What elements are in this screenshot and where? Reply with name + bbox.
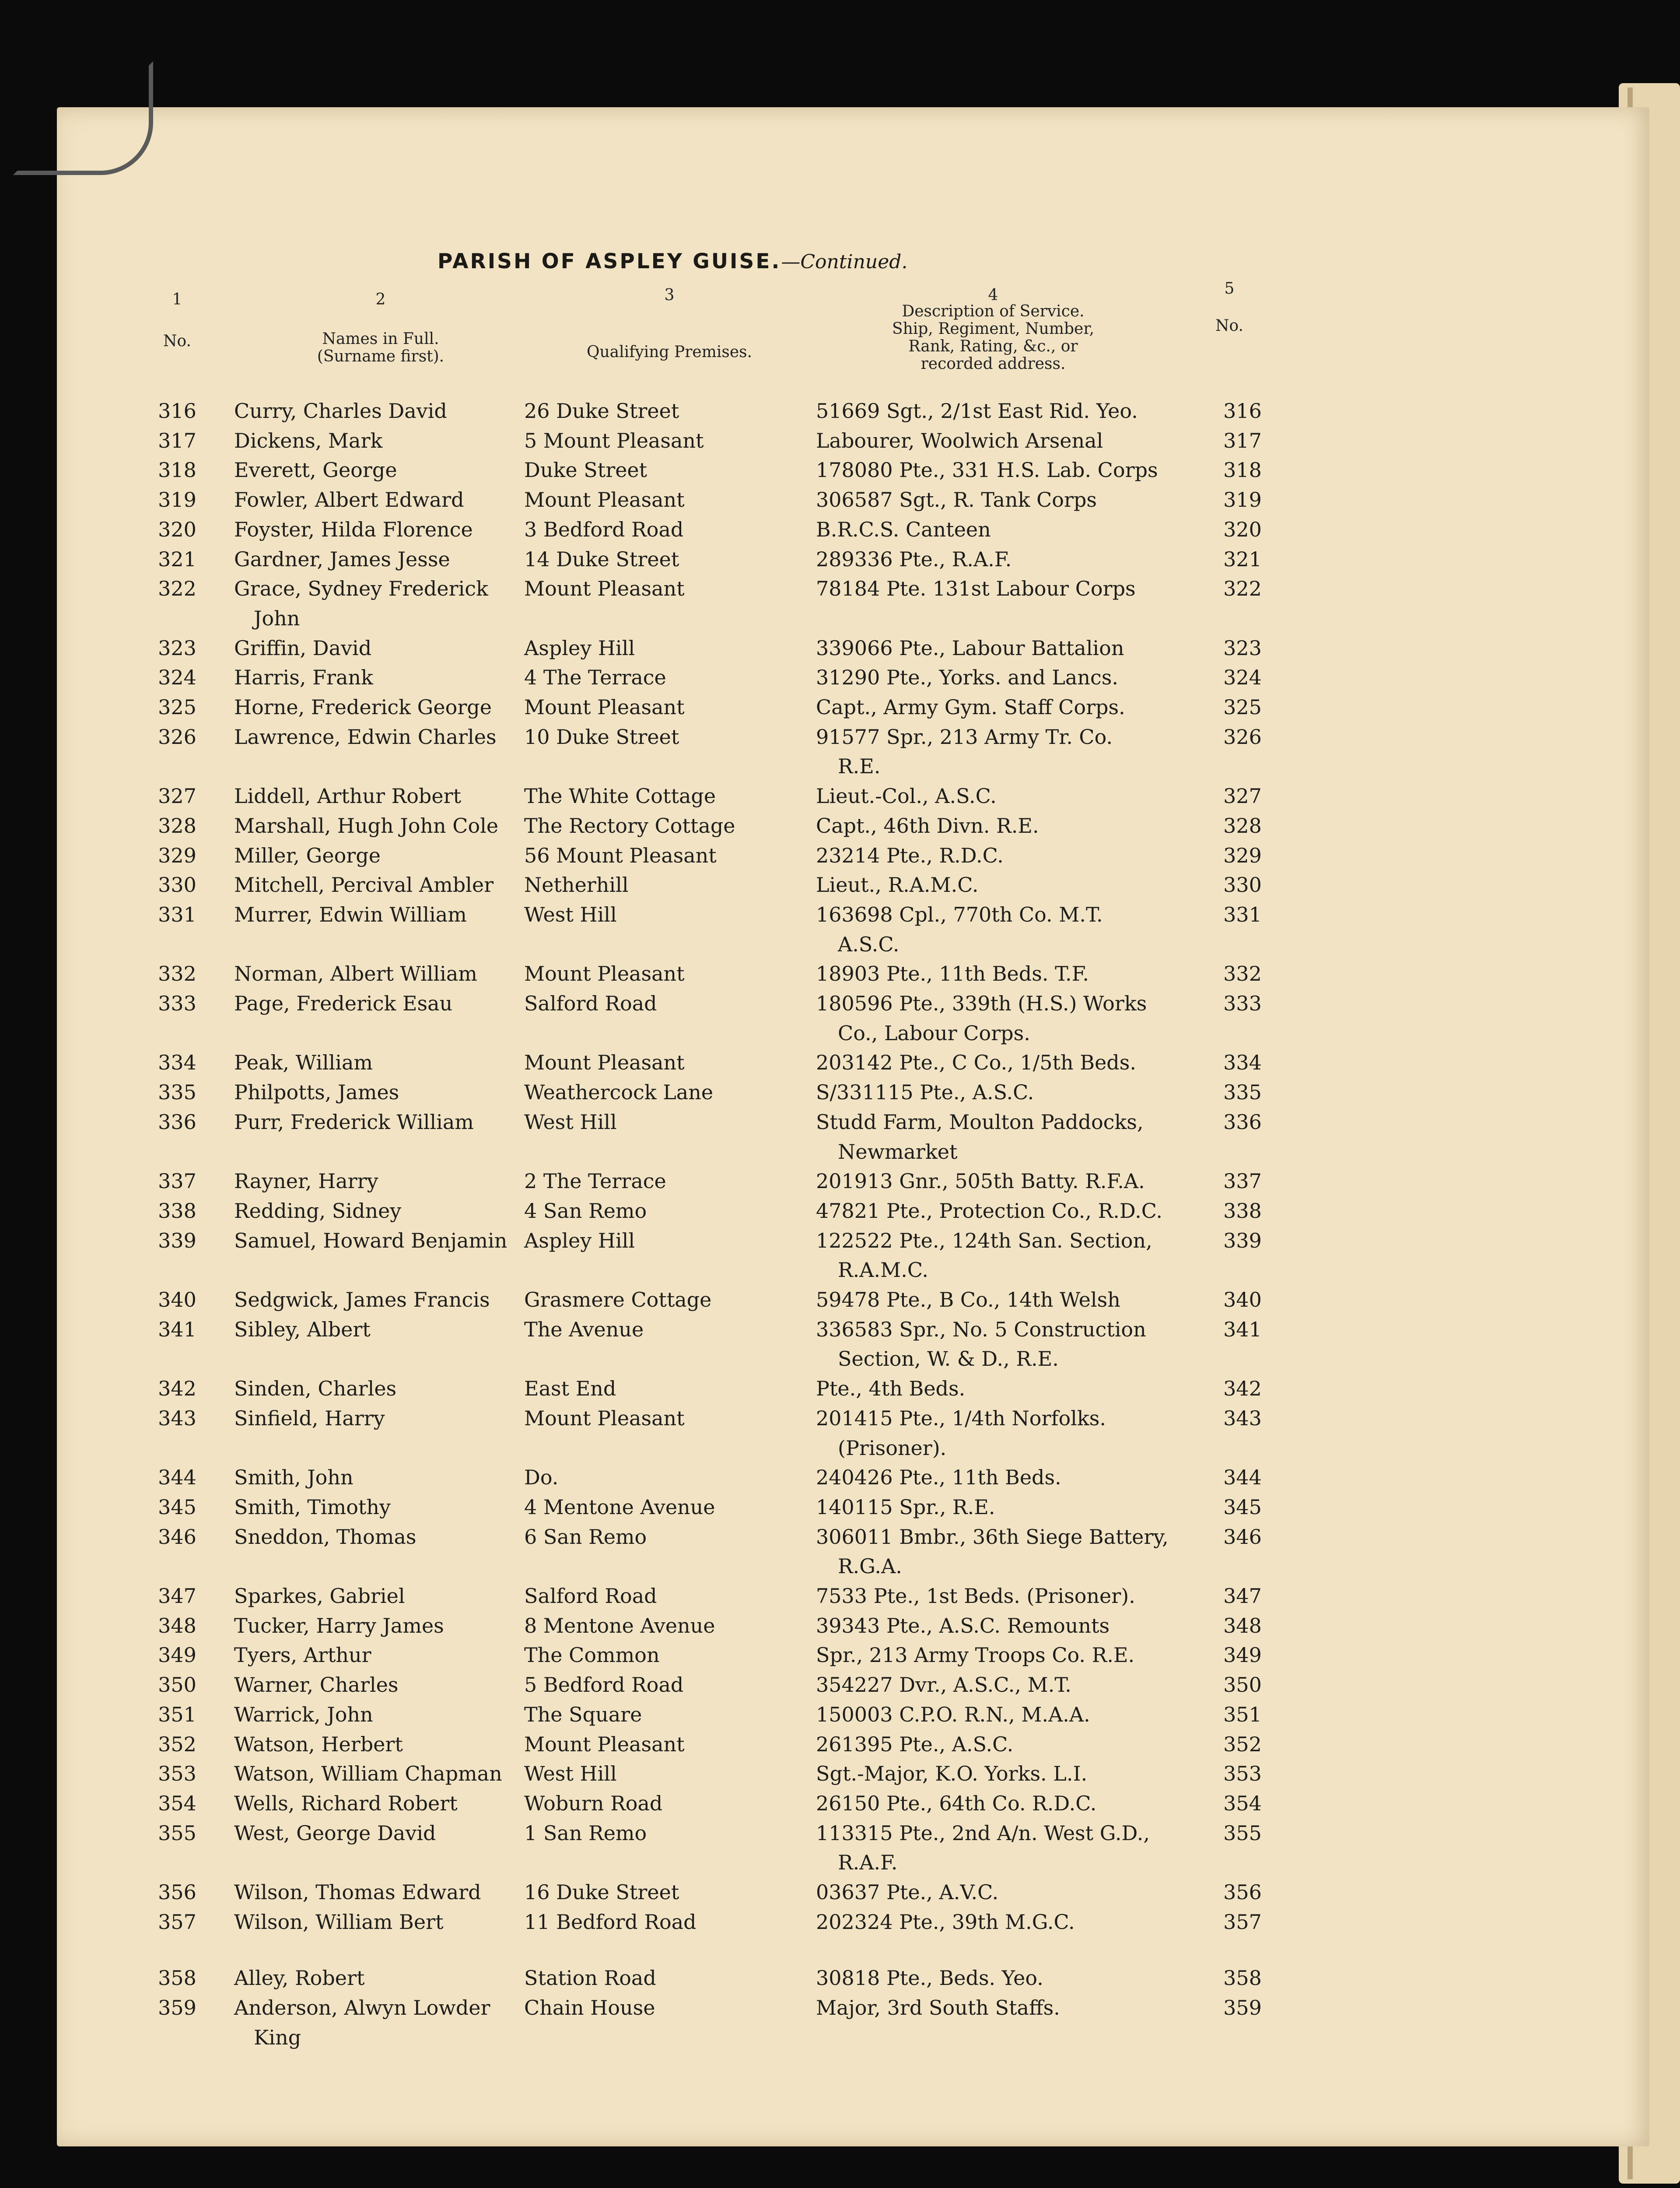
entry-name: Gardner, James Jesse <box>234 547 450 571</box>
entry-service: Capt., 46th Divn. R.E. <box>816 813 1039 838</box>
entry-name: Horne, Frederick George <box>234 695 492 719</box>
entry-name: Curry, Charles David <box>234 399 447 423</box>
entry-number: 340 <box>158 1288 196 1311</box>
entry-premises: 5 Bedford Road <box>524 1673 684 1697</box>
entry-number-right: 359 <box>1223 1996 1262 2020</box>
entry-name: Watson, William Chapman <box>234 1762 502 1786</box>
entry-service-continued: (Prisoner). <box>838 1436 947 1460</box>
entry-number-right: 355 <box>1223 1821 1262 1845</box>
table-row <box>0 1166 1680 1196</box>
entry-service: 26150 Pte., 64th Co. R.D.C. <box>816 1791 1097 1815</box>
table-row <box>0 1907 1680 1937</box>
entry-number: 350 <box>158 1673 196 1697</box>
entry-service: Sgt.-Major, K.O. Yorks. L.I. <box>816 1762 1088 1786</box>
entry-service: 163698 Cpl., 770th Co. M.T. <box>816 902 1103 926</box>
entry-number-right: 350 <box>1223 1673 1262 1697</box>
entry-premises: Mount Pleasant <box>524 577 685 601</box>
table-row <box>0 544 1680 574</box>
table-row <box>0 1581 1680 1611</box>
entry-service: 78184 Pte. 131st Labour Corps <box>816 577 1136 601</box>
entry-number-right: 345 <box>1223 1495 1262 1519</box>
entry-service-continued: R.A.F. <box>838 1851 898 1875</box>
entry-name: Anderson, Alwyn Lowder <box>234 1996 490 2020</box>
entry-service: 240426 Pte., 11th Beds. <box>816 1466 1061 1490</box>
entry-name: Lawrence, Edwin Charles <box>234 725 497 749</box>
entry-name: Wilson, Thomas Edward <box>234 1880 481 1904</box>
entry-service: Capt., Army Gym. Staff Corps. <box>816 695 1125 719</box>
entry-number-right: 342 <box>1223 1377 1262 1401</box>
entry-number: 325 <box>158 695 196 719</box>
entry-number-right: 357 <box>1223 1910 1262 1934</box>
entry-name: Wilson, William Bert <box>234 1910 444 1934</box>
entry-number: 332 <box>158 962 196 986</box>
entry-number: 318 <box>158 458 196 482</box>
entry-name: Mitchell, Percival Ambler <box>234 873 494 897</box>
entry-number: 327 <box>158 784 196 808</box>
entry-number-right: 348 <box>1223 1613 1262 1637</box>
entry-number-right: 331 <box>1223 902 1262 926</box>
entry-number: 342 <box>158 1377 196 1401</box>
entry-premises: Woburn Road <box>524 1791 663 1815</box>
entry-number-right: 333 <box>1223 992 1262 1015</box>
entry-premises: Aspley Hill <box>524 636 635 660</box>
entry-premises: Aspley Hill <box>524 1228 635 1252</box>
entry-premises: The White Cottage <box>524 784 716 808</box>
col4-label-line3: Rank, Rating, &c., or <box>908 337 1078 355</box>
table-row <box>0 1285 1680 1315</box>
entry-service: 30818 Pte., Beds. Yeo. <box>816 1966 1043 1990</box>
entry-number-right: 316 <box>1223 399 1262 423</box>
entry-service: Lieut.-Col., A.S.C. <box>816 784 997 808</box>
table-row <box>0 633 1680 663</box>
col5-number: 5 <box>1224 280 1235 298</box>
entry-number: 344 <box>158 1466 196 1490</box>
entry-number-right: 353 <box>1223 1762 1262 1786</box>
table-row <box>0 1226 1680 1255</box>
entry-number-right: 341 <box>1223 1317 1262 1341</box>
entry-name: Tucker, Harry James <box>234 1613 444 1637</box>
entry-service-continued: Section, W. & D., R.E. <box>838 1347 1059 1371</box>
entry-service: 31290 Pte., Yorks. and Lancs. <box>816 666 1118 690</box>
entry-number: 320 <box>158 517 196 541</box>
page-title <box>438 249 907 274</box>
entry-service: 339066 Pte., Labour Battalion <box>816 636 1124 660</box>
entry-premises: 56 Mount Pleasant <box>524 843 717 867</box>
table-row <box>0 1107 1680 1137</box>
entry-number: 359 <box>158 1996 196 2020</box>
col3-label: Qualifying Premises. <box>586 343 752 361</box>
entry-number: 357 <box>158 1910 196 1934</box>
entry-number: 338 <box>158 1199 196 1223</box>
col4-label-line1: Description of Service. <box>902 302 1085 320</box>
entry-service: 47821 Pte., Protection Co., R.D.C. <box>816 1199 1162 1223</box>
entry-service: 203142 Pte., C Co., 1/5th Beds. <box>816 1051 1136 1075</box>
entry-premises: East End <box>524 1377 616 1401</box>
entry-number-right: 320 <box>1223 517 1262 541</box>
entry-number: 336 <box>158 1110 196 1134</box>
entry-premises: 4 The Terrace <box>524 666 666 690</box>
table-row <box>0 396 1680 426</box>
entry-number: 317 <box>158 428 196 452</box>
entry-name: Purr, Frederick William <box>234 1110 474 1134</box>
entry-premises: 16 Duke Street <box>524 1880 679 1904</box>
entry-service: 03637 Pte., A.V.C. <box>816 1880 999 1904</box>
entry-service: 122522 Pte., 124th San. Section, <box>816 1228 1152 1252</box>
title-continued: —Continued. <box>781 251 908 273</box>
entry-premises: 26 Duke Street <box>524 399 679 423</box>
table-row <box>0 455 1680 485</box>
col3-number: 3 <box>664 286 675 304</box>
entry-premises: The Square <box>524 1702 642 1726</box>
entry-name: Tyers, Arthur <box>234 1643 371 1667</box>
entry-premises: 4 San Remo <box>524 1199 647 1223</box>
entry-name: Smith, John <box>234 1466 354 1490</box>
entry-number-right: 349 <box>1223 1643 1262 1667</box>
entry-premises: Netherhill <box>524 873 629 897</box>
entry-service: 202324 Pte., 39th M.G.C. <box>816 1910 1075 1934</box>
table-row <box>0 1611 1680 1641</box>
entry-number: 348 <box>158 1613 196 1637</box>
entry-service: B.R.C.S. Canteen <box>816 517 991 541</box>
entry-service: Pte., 4th Beds. <box>816 1377 966 1401</box>
entry-number-right: 334 <box>1223 1051 1262 1075</box>
entry-number-right: 319 <box>1223 488 1262 512</box>
entry-number: 331 <box>158 902 196 926</box>
table-row <box>0 1818 1680 1848</box>
entry-number-right: 344 <box>1223 1466 1262 1490</box>
entry-number: 322 <box>158 577 196 601</box>
entry-service: 354227 Dvr., A.S.C., M.T. <box>816 1673 1071 1697</box>
entry-name: Sneddon, Thomas <box>234 1525 416 1549</box>
entry-number-right: 352 <box>1223 1732 1262 1756</box>
entry-number-right: 328 <box>1223 813 1262 838</box>
entry-premises: 14 Duke Street <box>524 547 679 571</box>
entry-name: Alley, Robert <box>234 1966 365 1990</box>
entry-number: 324 <box>158 666 196 690</box>
entry-name: Sinfield, Harry <box>234 1406 385 1430</box>
entry-premises: Mount Pleasant <box>524 488 685 512</box>
entry-service: 59478 Pte., B Co., 14th Welsh <box>816 1288 1120 1311</box>
entry-name: Marshall, Hugh John Cole <box>234 813 499 838</box>
table-row <box>0 1700 1680 1729</box>
col1-number: 1 <box>172 291 182 309</box>
table-row <box>0 1462 1680 1492</box>
entry-service: 7533 Pte., 1st Beds. (Prisoner). <box>816 1584 1135 1608</box>
entry-number: 345 <box>158 1495 196 1519</box>
table-row <box>0 1077 1680 1107</box>
table-row <box>0 426 1680 456</box>
entry-number: 349 <box>158 1643 196 1667</box>
entry-number-right: 339 <box>1223 1228 1262 1252</box>
entry-number: 346 <box>158 1525 196 1549</box>
table-row <box>0 1877 1680 1907</box>
entry-number: 330 <box>158 873 196 897</box>
entry-number-right: 327 <box>1223 784 1262 808</box>
entry-number-right: 338 <box>1223 1199 1262 1223</box>
entry-premises: Salford Road <box>524 1584 657 1608</box>
entry-premises: The Rectory Cottage <box>524 813 735 838</box>
entry-premises: Station Road <box>524 1966 656 1990</box>
entry-number-right: 318 <box>1223 458 1262 482</box>
col2-number: 2 <box>375 291 386 309</box>
entry-number: 339 <box>158 1228 196 1252</box>
table-row <box>0 1374 1680 1403</box>
entry-number-right: 330 <box>1223 873 1262 897</box>
table-row <box>0 811 1680 841</box>
entry-number: 328 <box>158 813 196 838</box>
table-row <box>0 1963 1680 1993</box>
entry-service: 201415 Pte., 1/4th Norfolks. <box>816 1406 1106 1430</box>
entry-name: Norman, Albert William <box>234 962 477 986</box>
entry-service: 150003 C.P.O. R.N., M.A.A. <box>816 1702 1090 1726</box>
table-row <box>0 1759 1680 1788</box>
entry-number-right: 324 <box>1223 666 1262 690</box>
table-row <box>0 989 1680 1018</box>
entry-name: Peak, William <box>234 1051 373 1075</box>
entry-service: S/331115 Pte., A.S.C. <box>816 1080 1034 1105</box>
entry-number-right: 325 <box>1223 695 1262 719</box>
table-row <box>0 692 1680 722</box>
entry-name: Miller, George <box>234 843 381 867</box>
entry-number-right: 356 <box>1223 1880 1262 1904</box>
table-row <box>0 1048 1680 1077</box>
entry-service: 201913 Gnr., 505th Batty. R.F.A. <box>816 1169 1145 1193</box>
entry-number: 316 <box>158 399 196 423</box>
entry-service: Labourer, Woolwich Arsenal <box>816 428 1103 452</box>
col4-label-line2: Ship, Regiment, Number, <box>892 320 1095 338</box>
entry-service: 39343 Pte., A.S.C. Remounts <box>816 1613 1110 1637</box>
table-row <box>0 1403 1680 1433</box>
entry-service-continued: Co., Labour Corps. <box>838 1021 1030 1045</box>
entry-premises: Mount Pleasant <box>524 1732 685 1756</box>
col1-label: No. <box>163 332 191 350</box>
entry-service: Major, 3rd South Staffs. <box>816 1996 1060 2020</box>
table-row <box>0 1522 1680 1552</box>
entry-service: 336583 Spr., No. 5 Construction <box>816 1317 1146 1341</box>
entry-number: 351 <box>158 1702 196 1726</box>
entry-number: 326 <box>158 725 196 749</box>
entry-service-continued: A.S.C. <box>838 932 900 956</box>
entry-name: Harris, Frank <box>234 666 373 690</box>
table-row <box>0 870 1680 900</box>
entry-name: Warner, Charles <box>234 1673 399 1697</box>
entry-number: 335 <box>158 1080 196 1105</box>
entry-service: 180596 Pte., 339th (H.S.) Works <box>816 992 1147 1015</box>
entry-service: 306587 Sgt., R. Tank Corps <box>816 488 1097 512</box>
entry-service: 140115 Spr., R.E. <box>816 1495 995 1519</box>
binding-wire <box>13 61 153 175</box>
entry-service-continued: R.E. <box>838 754 881 778</box>
table-row <box>0 1993 1680 2023</box>
entry-number-right: 347 <box>1223 1584 1262 1608</box>
entry-number-right: 317 <box>1223 428 1262 452</box>
table-row <box>0 515 1680 544</box>
entry-premises: Duke Street <box>524 458 648 482</box>
col2-label-line1: Names in Full. <box>322 330 439 348</box>
entry-number-right: 335 <box>1223 1080 1262 1105</box>
entry-name: Redding, Sidney <box>234 1199 402 1223</box>
entry-name: Warrick, John <box>234 1702 373 1726</box>
entry-premises: 1 San Remo <box>524 1821 647 1845</box>
entry-name: West, George David <box>234 1821 436 1845</box>
entry-name: Dickens, Mark <box>234 428 383 452</box>
entry-service: 178080 Pte., 331 H.S. Lab. Corps <box>816 458 1158 482</box>
entry-name-continued: King <box>254 2025 301 2049</box>
table-row <box>0 959 1680 989</box>
entry-premises: West Hill <box>524 1762 617 1786</box>
entry-premises: West Hill <box>524 902 617 926</box>
entry-name: Sparkes, Gabriel <box>234 1584 405 1608</box>
entry-number-right: 343 <box>1223 1406 1262 1430</box>
table-row <box>0 900 1680 929</box>
col4-label-line4: recorded address. <box>920 355 1066 373</box>
entry-number: 354 <box>158 1791 196 1815</box>
entry-premises: 5 Mount Pleasant <box>524 428 704 452</box>
entry-premises: Mount Pleasant <box>524 962 685 986</box>
entry-name: Sinden, Charles <box>234 1377 397 1401</box>
entry-premises: 6 San Remo <box>524 1525 647 1549</box>
table-row <box>0 1670 1680 1700</box>
entry-number: 356 <box>158 1880 196 1904</box>
entry-premises: Salford Road <box>524 992 657 1015</box>
entry-service-continued: R.A.M.C. <box>838 1258 928 1282</box>
entry-number: 337 <box>158 1169 196 1193</box>
entry-premises: 4 Mentone Avenue <box>524 1495 715 1519</box>
entry-premises: Chain House <box>524 1996 655 2020</box>
entry-name: Sedgwick, James Francis <box>234 1288 490 1311</box>
table-row <box>0 1788 1680 1818</box>
entry-premises: 11 Bedford Road <box>524 1910 696 1934</box>
entry-premises: 3 Bedford Road <box>524 517 684 541</box>
entry-service: Lieut., R.A.M.C. <box>816 873 979 897</box>
entry-premises: Grasmere Cottage <box>524 1288 712 1311</box>
entry-premises: 10 Duke Street <box>524 725 679 749</box>
entry-service: 51669 Sgt., 2/1st East Rid. Yeo. <box>816 399 1138 423</box>
entry-name: Murrer, Edwin William <box>234 902 467 926</box>
entry-premises: Mount Pleasant <box>524 1406 685 1430</box>
table-row <box>0 1640 1680 1670</box>
entry-name: Everett, George <box>234 458 397 482</box>
entry-name: Rayner, Harry <box>234 1169 378 1193</box>
col4-number: 4 <box>988 286 998 304</box>
entry-service: 23214 Pte., R.D.C. <box>816 843 1004 867</box>
entry-number-right: 340 <box>1223 1288 1262 1311</box>
entry-number-right: 351 <box>1223 1702 1262 1726</box>
entry-number: 347 <box>158 1584 196 1608</box>
entry-name: Wells, Richard Robert <box>234 1791 458 1815</box>
entry-number-right: 323 <box>1223 636 1262 660</box>
entry-name: Foyster, Hilda Florence <box>234 517 473 541</box>
entry-name: Sibley, Albert <box>234 1317 371 1341</box>
entry-name: Grace, Sydney Frederick <box>234 577 488 601</box>
entry-number: 355 <box>158 1821 196 1845</box>
entry-premises: Do. <box>524 1466 559 1490</box>
col5-label: No. <box>1215 317 1243 335</box>
table-row <box>0 841 1680 870</box>
entry-number: 341 <box>158 1317 196 1341</box>
entry-premises: West Hill <box>524 1110 617 1134</box>
entry-service: 113315 Pte., 2nd A/n. West G.D., <box>816 1821 1150 1845</box>
entry-service: 261395 Pte., A.S.C. <box>816 1732 1014 1756</box>
entry-premises: The Common <box>524 1643 660 1667</box>
table-row <box>0 663 1680 692</box>
entry-number: 352 <box>158 1732 196 1756</box>
entry-premises: Mount Pleasant <box>524 695 685 719</box>
table-row <box>0 1729 1680 1759</box>
entry-number: 334 <box>158 1051 196 1075</box>
table-row <box>0 781 1680 811</box>
table-row <box>0 485 1680 515</box>
entry-service: 306011 Bmbr., 36th Siege Battery, <box>816 1525 1169 1549</box>
entry-number: 321 <box>158 547 196 571</box>
entry-premises: The Avenue <box>524 1317 644 1341</box>
entry-premises: 2 The Terrace <box>524 1169 666 1193</box>
table-row <box>0 574 1680 603</box>
entry-name: Page, Frederick Esau <box>234 992 453 1015</box>
entry-service-continued: Newmarket <box>838 1140 958 1164</box>
entry-number-right: 329 <box>1223 843 1262 867</box>
entry-number: 329 <box>158 843 196 867</box>
entry-name: Liddell, Arthur Robert <box>234 784 462 808</box>
entry-name: Watson, Herbert <box>234 1732 403 1756</box>
entry-number: 353 <box>158 1762 196 1786</box>
entry-number-right: 321 <box>1223 547 1262 571</box>
entry-number-right: 346 <box>1223 1525 1262 1549</box>
entry-number: 343 <box>158 1406 196 1430</box>
table-row <box>0 1315 1680 1344</box>
entry-number-right: 326 <box>1223 725 1262 749</box>
entry-service: 91577 Spr., 213 Army Tr. Co. <box>816 725 1113 749</box>
entry-premises: Weathercock Lane <box>524 1080 714 1105</box>
entry-number: 358 <box>158 1966 196 1990</box>
entry-number-right: 332 <box>1223 962 1262 986</box>
entry-name: Philpotts, James <box>234 1080 399 1105</box>
entry-name: Fowler, Albert Edward <box>234 488 464 512</box>
entry-number-right: 336 <box>1223 1110 1262 1134</box>
entry-name: Smith, Timothy <box>234 1495 391 1519</box>
title-main: PARISH OF ASPLEY GUISE. <box>438 249 781 274</box>
table-row <box>0 1492 1680 1522</box>
entry-premises: 8 Mentone Avenue <box>524 1613 715 1637</box>
table-row <box>0 722 1680 752</box>
entry-service: 289336 Pte., R.A.F. <box>816 547 1012 571</box>
entry-number-right: 358 <box>1223 1966 1262 1990</box>
entry-premises: Mount Pleasant <box>524 1051 685 1075</box>
col2-label-line2: (Surname first). <box>317 347 444 365</box>
entry-number-right: 337 <box>1223 1169 1262 1193</box>
entry-name: Griffin, David <box>234 636 372 660</box>
entry-number: 319 <box>158 488 196 512</box>
entry-service-continued: R.G.A. <box>838 1554 902 1578</box>
entry-service: Studd Farm, Moulton Paddocks, <box>816 1110 1144 1134</box>
entry-service: Spr., 213 Army Troops Co. R.E. <box>816 1643 1135 1667</box>
entry-name-continued: John <box>254 606 300 630</box>
entry-number-right: 354 <box>1223 1791 1262 1815</box>
entry-number: 323 <box>158 636 196 660</box>
entry-number: 333 <box>158 992 196 1015</box>
entry-service: 18903 Pte., 11th Beds. T.F. <box>816 962 1089 986</box>
table-row <box>0 1196 1680 1226</box>
entry-number-right: 322 <box>1223 577 1262 601</box>
entry-name: Samuel, Howard Benjamin <box>234 1228 508 1252</box>
